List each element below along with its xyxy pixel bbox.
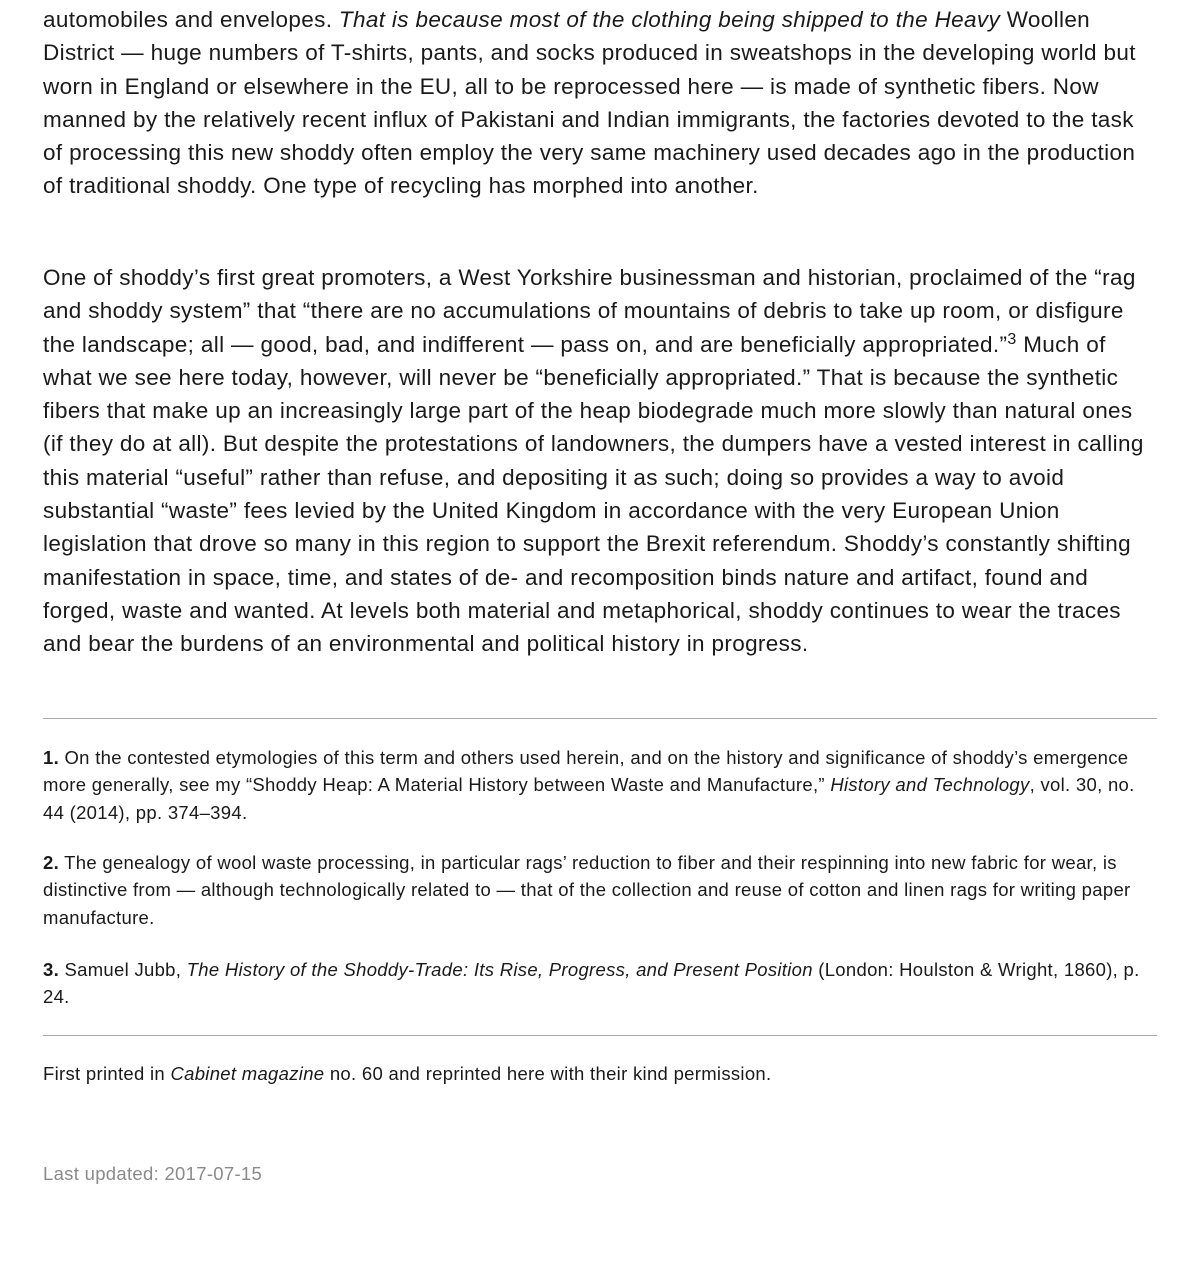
publication-credit bbox=[43, 1060, 1157, 1087]
body-paragraph-1 bbox=[43, 3, 1157, 203]
last-updated-date: Last updated: 2017-07-15 bbox=[43, 1163, 263, 1184]
footnote-number: 2. bbox=[43, 852, 60, 873]
footnote-text: Samuel Jubb, bbox=[59, 959, 187, 980]
footnote-2 bbox=[43, 849, 1157, 931]
footnote-text: On the contested etymologies of this term and others used herein, and on the history and significance of shoddy’s emergence more generally, see my “Shoddy Heap: A Material History between Waste and Manufacture,” bbox=[43, 747, 1129, 796]
footnote-number: 3. bbox=[43, 959, 60, 980]
footnote-italic-title: History and Technology bbox=[830, 774, 1030, 796]
footnote-text: The genealogy of wool waste processing, in particular rags’ reduction to fiber and their respinning into new fabric for wear, is distinctive from — although technologically related to — that of the collection and reuse of cotton and linen rags for writing paper manufacture. bbox=[43, 852, 1131, 928]
credit-publication-name: Cabinet magazine bbox=[170, 1063, 325, 1084]
body-paragraph-2 bbox=[43, 261, 1157, 661]
footnote-reference-3[interactable]: 3 bbox=[1007, 330, 1017, 348]
footnote-number: 1. bbox=[43, 747, 60, 768]
footnote-3 bbox=[43, 956, 1157, 1011]
footnote-text-end: , vol. 30, no. 44 (2014), pp. 374–394. bbox=[43, 774, 1135, 823]
para1-text-start: automobiles and envelopes. bbox=[43, 7, 339, 32]
para1-italic-text: That is because most of the clothing being shipped to the Heavy bbox=[338, 7, 1001, 32]
para2-text-end: Much of what we see here today, however, will never be “beneficially appropriated.” That is because the synthetic fibers that make up an increasingly large part of the heap biodegrade much more slowly than natural ones (if they do at all). But despite the protestations of landowners, the dumpers have a vested interest in calling this material “useful” rather than refuse, and depositing it as such; doing so provides a way to avoid substantial “waste” fees levied by the United Kingdom in accordance with the very European Union legislation that drove so many in this region to support the Brexit referendum. Shoddy’s constantly shifting manifestation in space, time, and states of de- and recomposition binds nature and artifact, found and forged, waste and wanted. At levels both material and metaphorical, shoddy continues to wear the traces and bear the burdens of an environmental and political history in progress. bbox=[43, 331, 1144, 657]
para2-text-start: One of shoddy’s first great promoters, a West Yorkshire businessman and historian, proclaimed of the “rag and shoddy system” that “there are no accumulations of mountains of debris to take up room, or disfigure the landscape; all — good, bad, and indifferent — pass on, and are beneficially appropriated.” bbox=[43, 265, 1136, 357]
footnote-text-end: (London: Houlston & Wright, 1860), p. 24. bbox=[43, 959, 1140, 1008]
footnote-italic-title: The History of the Shoddy-Trade: Its Rise, Progress, and Present Position bbox=[186, 959, 813, 980]
credit-divider bbox=[43, 1035, 1157, 1036]
para1-text-end: Woollen District — huge numbers of T-shirts, pants, and socks produced in sweatshops in the developing world but worn in England or elsewhere in the EU, all to be reprocessed here — is made of synthetic fibers. Now manned by the relatively recent influx of Pakistani and Indian immigrants, the factories devoted to the task of processing this new shoddy often employ the very same machinery used decades ago in the production of traditional shoddy. One type of recycling has morphed into another. bbox=[43, 7, 1136, 199]
footnote-1 bbox=[43, 744, 1157, 826]
credit-text-end: no. 60 and reprinted here with their kind permission. bbox=[324, 1063, 772, 1084]
footnotes-divider bbox=[43, 718, 1157, 719]
credit-text-start: First printed in bbox=[43, 1063, 171, 1084]
